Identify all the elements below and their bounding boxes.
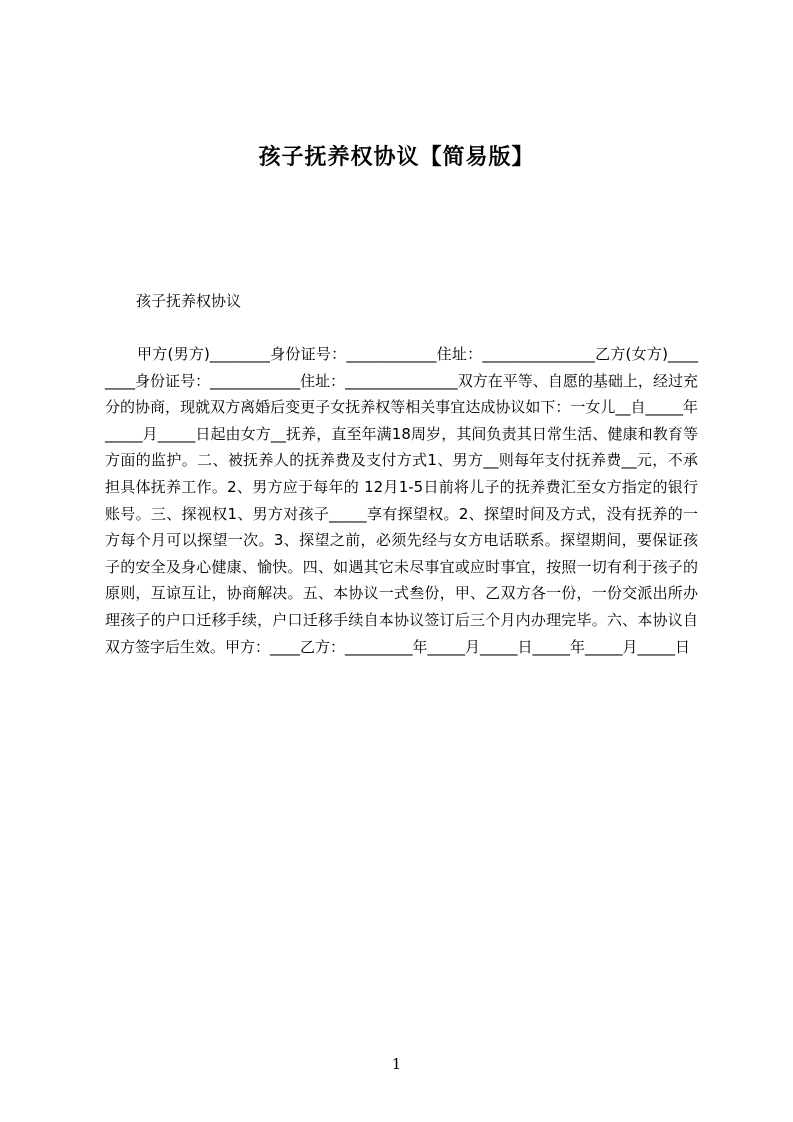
page-number: 1	[391, 1055, 402, 1073]
document-title: 孩子抚养权协议【简易版】	[258, 145, 535, 170]
agreement-body-paragraph: 甲方(男方)________身份证号：____________住址：_______________乙方(女方)________身份证号：____________住址：_______________双方在平等、自愿的基础上，经过充分的协商，现就双方离婚后变更子女抚养权等相关事宜达成协议如下：一女儿__自_____年_____月_____日起由女方__抚养，直至年满18周岁，其间负责其日常生活、健康和教育等方面的监护。二、被抚养人的抚养费及支付方式1、男方__则每年支付抚养费__元，不承担具体抚养工作。2、男方应于每年的 12月1-5日前将儿子的抚养费汇至女方指定的银行账号。三、探视权1、男方对孩子_____享有探望权。2、探望时间及方式，没有抚养的一方每个月可以探望一次。3、探望之前，必须先经与女方电话联系。探望期间，要保证孩子的安全及身心健康、愉快。四、如遇其它未尽事宜或应时事宜，按照一切有利于孩子的原则，互谅互让，协商解决。五、本协议一式叁份，甲、乙双方各一份，一份交派出所办理孩子的户口迁移手续，户口迁移手续自本协议签订后三个月内办理完毕。六、本协议自双方签字后生效。甲方：____乙方：_________年_____月_____日_____年_____月_____日	[105, 345, 698, 656]
document-subtitle: 孩子抚养权协议	[136, 292, 242, 310]
